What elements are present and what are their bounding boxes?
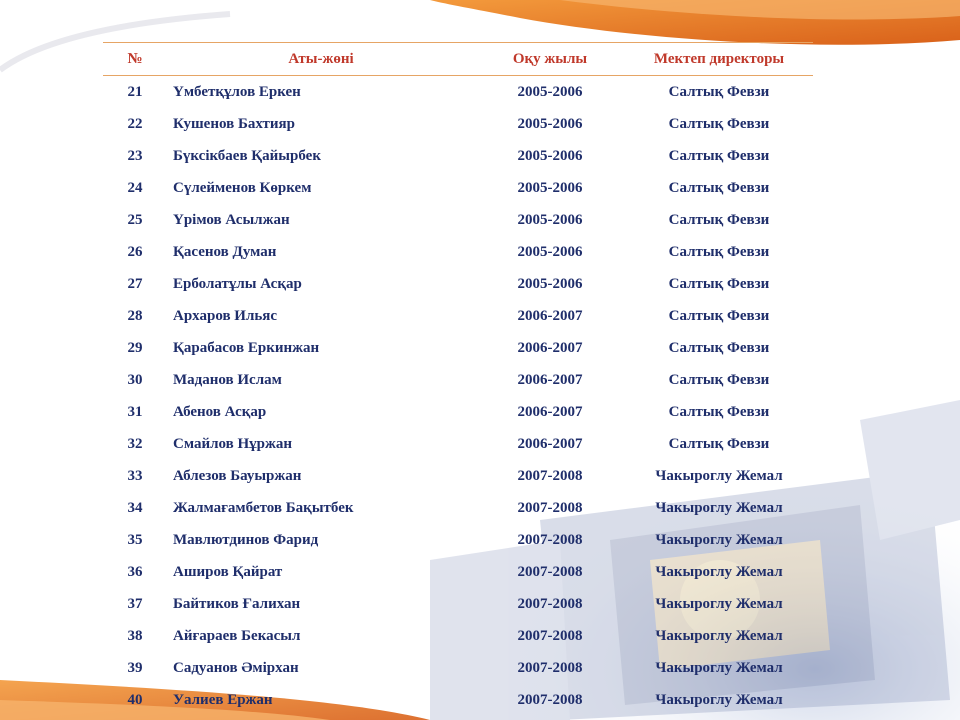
table-row xyxy=(103,300,813,332)
table-row xyxy=(103,588,813,620)
row-full-name: Ерболатұлы Асқар xyxy=(173,275,302,292)
row-school-year: 2006-2007 xyxy=(517,371,583,388)
row-number: 35 xyxy=(127,531,143,548)
row-number: 32 xyxy=(127,435,143,452)
row-full-name: Қарабасов Еркинжан xyxy=(173,339,320,356)
table-row xyxy=(103,428,813,460)
table-row xyxy=(103,204,813,236)
table-row xyxy=(103,236,813,268)
row-school-year: 2006-2007 xyxy=(517,403,583,420)
row-full-name: Қасенов Думан xyxy=(173,243,277,260)
row-school-director: Салтық Февзи xyxy=(668,275,770,292)
row-school-year: 2005-2006 xyxy=(517,275,583,292)
row-full-name: Аблезов Бауыржан xyxy=(173,467,302,484)
row-school-year: 2006-2007 xyxy=(517,435,583,452)
row-school-year: 2007-2008 xyxy=(517,627,583,644)
row-school-director: Чакыроглу Жемал xyxy=(655,467,783,484)
row-school-director: Чакыроглу Жемал xyxy=(655,531,783,548)
table-row xyxy=(103,332,813,364)
row-full-name: Сүлейменов Көркем xyxy=(173,179,312,196)
row-full-name: Байтиков Ғалихан xyxy=(173,595,301,612)
row-full-name: Бүксікбаев Қайырбек xyxy=(173,147,321,164)
row-full-name: Уалиев Ержан xyxy=(173,691,273,708)
row-number: 33 xyxy=(127,467,143,484)
row-full-name: Жалмағамбетов Бақытбек xyxy=(173,499,354,516)
table-row xyxy=(103,620,813,652)
row-number: 37 xyxy=(127,595,143,612)
row-number: 24 xyxy=(127,179,143,196)
row-school-year: 2007-2008 xyxy=(517,595,583,612)
row-number: 23 xyxy=(127,147,143,164)
row-school-year: 2005-2006 xyxy=(517,147,583,164)
row-full-name: Смайлов Нұржан xyxy=(173,435,293,452)
header-school-year: Оқу жылы xyxy=(475,43,625,76)
row-school-director: Чакыроглу Жемал xyxy=(655,499,783,516)
row-school-director: Салтық Февзи xyxy=(668,243,770,260)
table-row xyxy=(103,556,813,588)
row-school-director: Салтық Февзи xyxy=(668,179,770,196)
table-header-row xyxy=(103,43,813,76)
row-full-name: Мавлютдинов Фарид xyxy=(173,531,319,548)
row-full-name: Үмбетқұлов Еркен xyxy=(173,83,301,100)
row-school-director: Чакыроглу Жемал xyxy=(655,627,783,644)
row-school-director: Чакыроглу Жемал xyxy=(655,659,783,676)
row-number: 36 xyxy=(127,563,143,580)
row-school-year: 2006-2007 xyxy=(517,339,583,356)
row-school-year: 2005-2006 xyxy=(517,211,583,228)
row-school-year: 2007-2008 xyxy=(517,531,583,548)
row-school-director: Салтық Февзи xyxy=(668,339,770,356)
row-school-director: Чакыроглу Жемал xyxy=(655,691,783,708)
row-school-director: Салтық Февзи xyxy=(668,211,770,228)
header-full-name: Аты-жөні xyxy=(167,43,475,76)
row-school-year: 2007-2008 xyxy=(517,563,583,580)
row-school-director: Салтық Февзи xyxy=(668,403,770,420)
row-number: 25 xyxy=(127,211,143,228)
row-school-director: Салтық Февзи xyxy=(668,307,770,324)
row-school-year: 2007-2008 xyxy=(517,467,583,484)
row-number: 34 xyxy=(127,499,143,516)
row-number: 38 xyxy=(127,627,143,644)
table-row xyxy=(103,76,813,109)
table-row xyxy=(103,396,813,428)
header-number: № xyxy=(103,43,167,76)
table-row xyxy=(103,652,813,684)
table-row xyxy=(103,172,813,204)
row-full-name: Аширов Қайрат xyxy=(173,563,283,580)
table-row xyxy=(103,460,813,492)
row-school-director: Салтық Февзи xyxy=(668,147,770,164)
row-number: 21 xyxy=(127,83,143,100)
row-school-year: 2005-2006 xyxy=(517,115,583,132)
row-full-name: Абенов Асқар xyxy=(173,403,267,420)
row-school-year: 2005-2006 xyxy=(517,83,583,100)
row-school-director: Салтық Февзи xyxy=(668,115,770,132)
row-school-director: Салтық Февзи xyxy=(668,83,770,100)
row-school-director: Чакыроглу Жемал xyxy=(655,595,783,612)
row-number: 30 xyxy=(127,371,143,388)
row-full-name: Маданов Ислам xyxy=(173,371,282,388)
row-number: 40 xyxy=(127,691,143,708)
row-school-year: 2005-2006 xyxy=(517,243,583,260)
row-school-year: 2007-2008 xyxy=(517,659,583,676)
table-row xyxy=(103,684,813,716)
row-full-name: Айғараев Бекасыл xyxy=(173,627,301,644)
row-full-name: Үрімов Асылжан xyxy=(173,211,290,228)
row-school-year: 2005-2006 xyxy=(517,179,583,196)
row-school-director: Чакыроглу Жемал xyxy=(655,563,783,580)
students-table-container xyxy=(103,42,813,716)
row-school-director: Салтық Февзи xyxy=(668,435,770,452)
row-full-name: Архаров Ильяс xyxy=(173,307,278,324)
row-school-year: 2006-2007 xyxy=(517,307,583,324)
table-row xyxy=(103,268,813,300)
table-row xyxy=(103,524,813,556)
table-row xyxy=(103,140,813,172)
row-number: 22 xyxy=(127,115,143,132)
table-row xyxy=(103,108,813,140)
row-school-year: 2007-2008 xyxy=(517,691,583,708)
row-number: 39 xyxy=(127,659,143,676)
row-school-director: Салтық Февзи xyxy=(668,371,770,388)
table-row xyxy=(103,364,813,396)
table-row xyxy=(103,492,813,524)
row-full-name: Кушенов Бахтияр xyxy=(173,115,295,132)
row-full-name: Садуанов Әмірхан xyxy=(173,659,299,676)
row-number: 26 xyxy=(127,243,143,260)
row-number: 29 xyxy=(127,339,143,356)
row-number: 28 xyxy=(127,307,143,324)
row-number: 27 xyxy=(127,275,143,292)
table-body xyxy=(103,76,813,717)
row-school-year: 2007-2008 xyxy=(517,499,583,516)
row-number: 31 xyxy=(127,403,143,420)
students-table xyxy=(103,42,813,716)
header-school-director: Мектеп директоры xyxy=(625,43,813,76)
